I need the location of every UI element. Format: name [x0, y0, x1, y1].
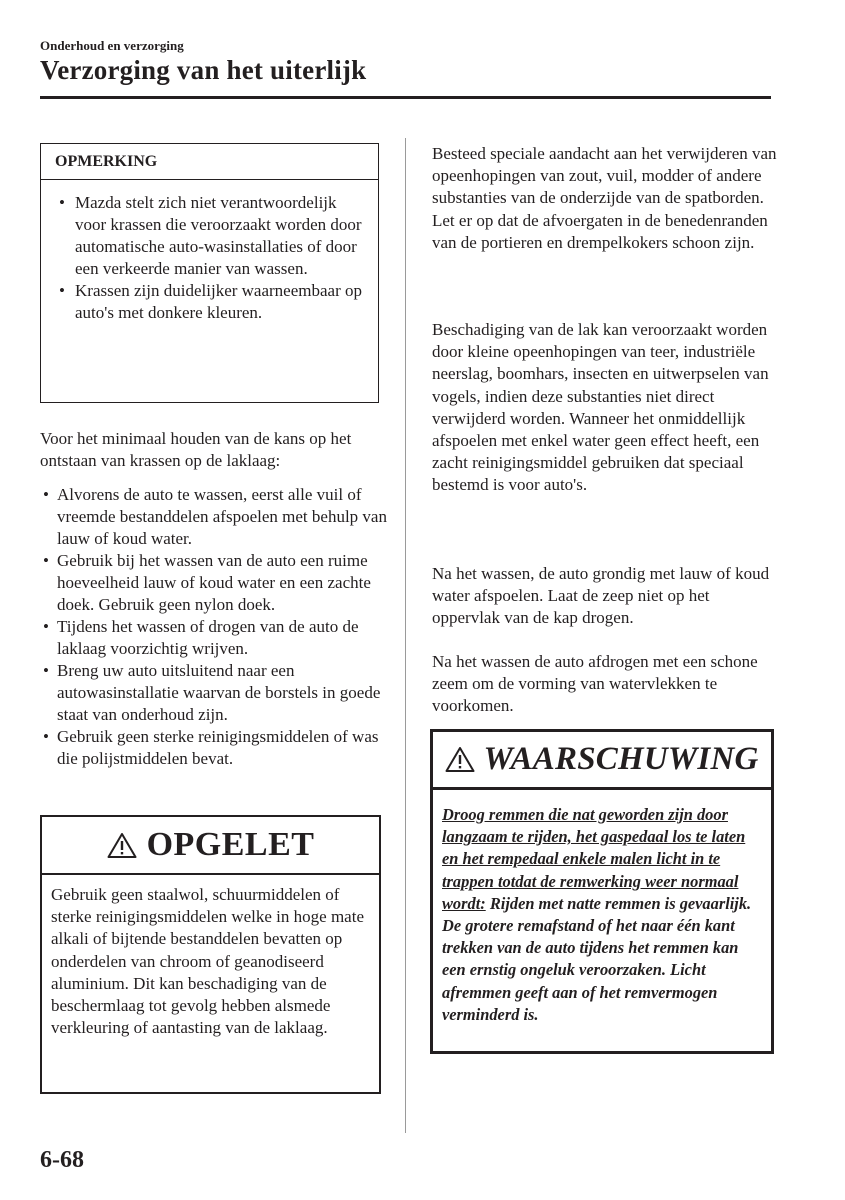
list-item-text: Gebruik bij het wassen van de auto een ruime hoeveelheid lauw of koud water en een zachte doek. Gebruik geen nylon doek. — [57, 551, 371, 614]
note-heading: OPMERKING — [41, 144, 378, 180]
warning-box — [430, 729, 774, 1054]
warning-detail-text: Rijden met natte remmen is gevaarlijk. De grotere remafstand of het naar één kant trekken van de auto tijdens het remmen kan een ernstig ongeluk veroorzaken. Licht afremmen geeft aan of het remvermogen verminderd is. — [442, 893, 752, 1024]
warning-title: WAARSCHUWING — [483, 741, 759, 777]
bullet-icon: • — [43, 661, 49, 680]
warning-header — [433, 732, 771, 790]
bullet-icon: • — [59, 281, 65, 300]
warning-triangle-icon — [107, 832, 137, 859]
column-divider — [405, 138, 406, 1133]
caution-text: Gebruik geen staalwol, schuurmiddelen of sterke reinigingsmiddelen welke in hoge mate alkali of bijtende bestanddelen bevatten op onderdelen van chroom of geanodiseerd aluminium. Dit kan beschadiging van de beschermlaag tot gevolg hebben alsmede verkleuring of aantasting van de laklaag. — [51, 885, 364, 1038]
warning-triangle-icon — [445, 746, 475, 773]
section-label: Onderhoud en verzorging — [40, 38, 184, 53]
scratch-prevention-list — [40, 484, 390, 770]
right-paragraph-4: Na het wassen de auto afdrogen met een schone zeem om de vorming van watervlekken te voorkomen. — [432, 652, 758, 716]
header-rule — [40, 96, 771, 99]
note-item-text: Krassen zijn duidelijker waarneembaar op auto's met donkere kleuren. — [75, 281, 362, 322]
list-item-text: Breng uw auto uitsluitend naar een autowasinstallatie waarvan de borstels in goede staat van onderhoud zijn. — [57, 661, 381, 724]
note-item — [59, 192, 368, 280]
caution-box — [40, 815, 381, 1094]
list-item-text: Alvorens de auto te wassen, eerst alle vuil of vreemde bestanddelen afspoelen met behulp van lauw of koud water. — [57, 485, 387, 548]
right-paragraph-1: Besteed speciale aandacht aan het verwijderen van opeenhopingen van zout, vuil, modder of andere substanties van de onderzijde van de spatborden. Let er op dat de afvoergaten in de benedenranden van de portieren en drempelkokers schoon zijn. — [432, 144, 777, 252]
note-list — [41, 180, 378, 324]
bullet-icon: • — [43, 551, 49, 570]
caution-header — [42, 817, 379, 875]
right-paragraph-2: Beschadiging van de lak kan veroorzaakt worden door kleine opeenhopingen van teer, industriële neerslag, boomhars, insecten en uitwerpselen van vogels, indien deze substanties niet direct verwijderd worden. Wanneer het onmiddellijk afspoelen met enkel water geen effect heeft, een zacht reinigingsmiddel gebruiken dat speciaal bestemd is voor auto's. — [432, 320, 769, 495]
list-item-text: Tijdens het wassen of drogen van de auto de laklaag voorzichtig wrijven. — [57, 617, 359, 658]
bullet-icon: • — [59, 193, 65, 212]
right-paragraph-3: Na het wassen, de auto grondig met lauw of koud water afspoelen. Laat de zeep niet op het oppervlak van de kap drogen. — [432, 564, 770, 628]
list-item — [40, 660, 390, 726]
list-item — [40, 726, 390, 770]
bullet-icon: • — [43, 727, 49, 746]
list-item — [40, 550, 390, 616]
warning-underlined-text: Droog remmen die nat geworden zijn door langzaam te rijden, het gaspedaal los te laten en het rempedaal enkele malen licht in te trappen totdat de remwerking weer normaal wordt: — [442, 805, 746, 913]
note-item-text: Mazda stelt zich niet verantwoordelijk voor krassen die veroorzaakt worden door automatische auto-wasinstallaties of door een verkeerde manier van wassen. — [75, 193, 362, 278]
note-box — [40, 143, 379, 403]
note-item — [59, 280, 368, 324]
page-number: 6-68 — [40, 1147, 84, 1173]
list-item — [40, 616, 390, 660]
page-title: Verzorging van het uiterlijk — [40, 55, 367, 85]
bullet-icon: • — [43, 617, 49, 636]
list-item-text: Gebruik geen sterke reinigingsmiddelen of was die polijstmiddelen bevat. — [57, 727, 379, 768]
intro-paragraph: Voor het minimaal houden van de kans op het ontstaan van krassen op de laklaag: — [40, 429, 352, 471]
caution-title: OPGELET — [146, 826, 315, 863]
bullet-icon: • — [43, 485, 49, 504]
list-item — [40, 484, 390, 550]
warning-text — [433, 790, 771, 1026]
